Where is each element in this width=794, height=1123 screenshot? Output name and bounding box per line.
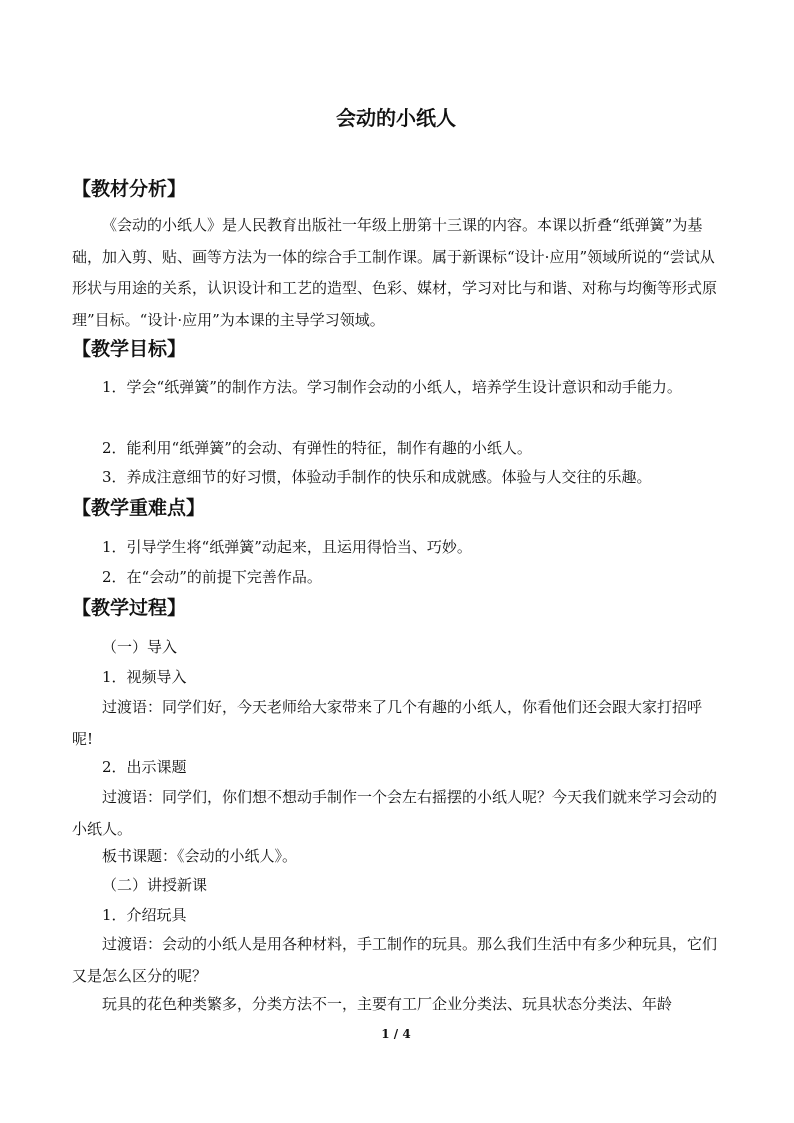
- objective-item-3: 3．养成注意细节的好习惯，体验动手制作的快乐和成就感。体验与人交往的乐趣。: [102, 468, 652, 486]
- key-point-item-2: 2．在“会动”的前提下完善作品。: [102, 568, 322, 586]
- process-line-new-lesson: （二）讲授新课: [102, 876, 208, 894]
- analysis-paragraph: 《会动的小纸人》是人民教育出版社一年级上册第十三课的内容。本课以折叠“纸弹簧”为基础，加入剪、贴、画等方法为一体的综合手工制作课。属于新课标“设计·应用”领域所说的“尝试从形状与用途的关系，认识设计和工艺的造型、色彩、媒材，学习对比与和谐、对称与均衡等形式原理”目标。“设计·应用”为本课的主导学习领域。: [72, 216, 718, 329]
- objective-item-2: 2．能利用“纸弹簧”的会动、有弹性的特征，制作有趣的小纸人。: [102, 439, 532, 457]
- process-line-transition-2: 过渡语：同学们，你们想不想动手制作一个会左右摇摆的小纸人呢？今天我们就来学习会动的小纸人。: [72, 788, 718, 838]
- section-heading-key-points: 【教学重难点】: [72, 497, 206, 519]
- section-heading-analysis: 【教材分析】: [72, 178, 187, 200]
- document-page: [72, 0, 720, 1123]
- section-heading-objectives: 【教学目标】: [72, 338, 187, 360]
- process-line-toys: 1．介绍玩具: [102, 906, 187, 924]
- process-line-intro: （一）导入: [102, 638, 178, 656]
- process-line-video: 1．视频导入: [102, 668, 187, 686]
- document-title: 会动的小纸人: [336, 106, 456, 130]
- process-line-transition-3: 过渡语：会动的小纸人是用各种材料，手工制作的玩具。那么我们生活中有多少种玩具，它们又是怎么区分的呢？: [72, 935, 718, 985]
- process-line-topic: 2．出示课题: [102, 758, 187, 776]
- objective-item-1: 1．学会“纸弹簧”的制作方法。学习制作会动的小纸人，培养学生设计意识和动手能力。: [102, 378, 682, 396]
- process-line-board-title: 板书课题：《会动的小纸人》。: [102, 847, 298, 865]
- section-heading-process: 【教学过程】: [72, 597, 187, 619]
- process-line-toy-categories: 玩具的花色种类繁多，分类方法不一，主要有工厂企业分类法、玩具状态分类法、年龄: [102, 995, 673, 1013]
- process-line-transition-1: 过渡语：同学们好，今天老师给大家带来了几个有趣的小纸人，你看他们还会跟大家打招呼呢!: [72, 698, 703, 748]
- key-point-item-1: 1．引导学生将“纸弹簧”动起来，且运用得恰当、巧妙。: [102, 538, 472, 556]
- page-number: 1 / 4: [381, 1027, 411, 1041]
